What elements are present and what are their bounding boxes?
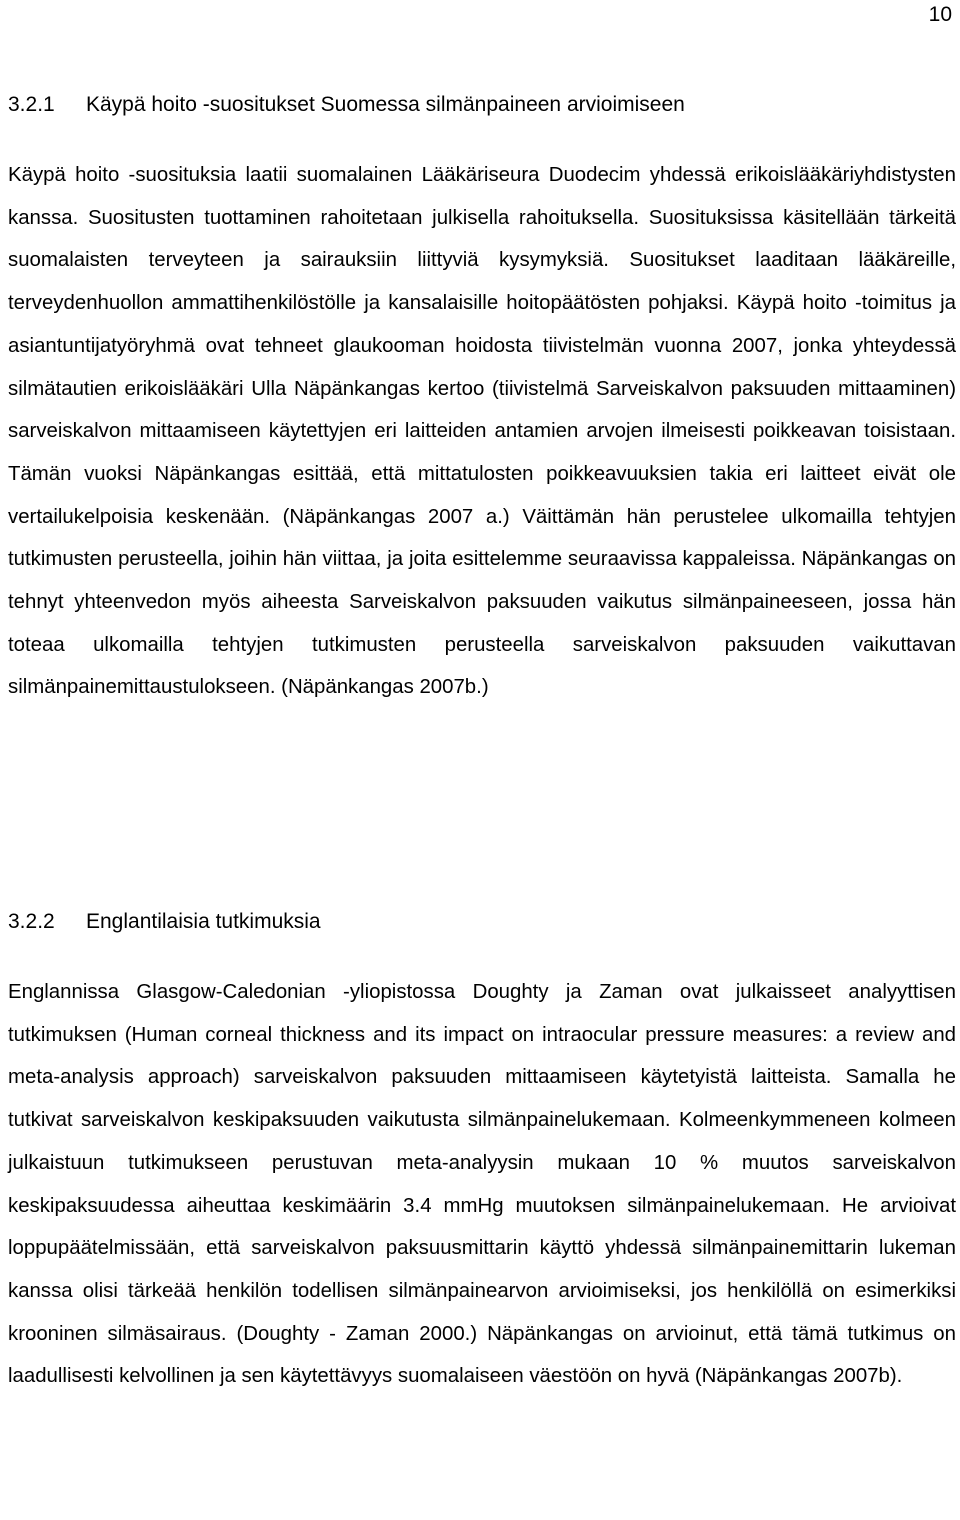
page-number: 10 (928, 3, 952, 26)
section-paragraph-3-2-1: Käypä hoito -suosituksia laatii suomalainen Lääkäriseura Duodecim yhdessä erikoislääkäriyhdistysten kanssa. Suositusten tuottaminen rahoitetaan julkisella rahoituksella. Suosituksissa käsitellään tärkeitä suomalaisten terveyteen ja sairauksiin liittyviä kysymyksiä. Suositukset laaditaan lääkäreille, terveydenhuollon ammattihenkilöstölle ja kansalaisille hoitopäätösten pohjaksi. Käypä hoito -toimitus ja asiantuntijatyöryhmä ovat tehneet glaukooman hoidosta tiivistelmän vuonna 2007, jonka yhteydessä silmätautien erikoislääkäri Ulla Näpänkangas kertoo (tiivistelmä Sarveiskalvon paksuuden mittaaminen) sarveiskalvon mittaamiseen käytettyjen eri laitteiden antamien arvojen ilmeisesti poikkeavan toisistaan. Tämän vuoksi Näpänkangas esittää, että mittatulosten poikkeavuuksien takia eri laitteet eivät ole vertailukelpoisia keskenään. (Näpänkangas 2007 a.) Väittämän hän perustelee ulkomailla tehtyjen tutkimusten perusteella, joihin hän viittaa, ja joita esittelemme seuraavissa kappaleissa. Näpänkangas on tehnyt yhteenvedon myös aiheesta Sarveiskalvon paksuuden vaikutus silmänpaineeseen, jossa hän toteaa ulkomailla tehtyjen tutkimusten perusteella sarveiskalvon paksuuden vaikuttavan silmänpainemittaustulokseen. (Näpänkangas 2007b.) (8, 164, 956, 699)
section-paragraph-3-2-2: Englannissa Glasgow-Caledonian -yliopistossa Doughty ja Zaman ovat julkaisseet analyyttisen tutkimuksen (Human corneal thickness and its impact on intraocular pressure measures: a review and meta-analysis approach) sarveiskalvon paksuuden mittaamiseen käytetyistä laitteista. Samalla he tutkivat sarveiskalvon keskipaksuuden vaikutusta silmänpainelukemaan. Kolmeenkymmeneen kolmeen julkaistuun tutkimukseen perustuvan meta-analyysin mukaan 10 % muutos sarveiskalvon keskipaksuudessa aiheuttaa keskimäärin 3.4 mmHg muutoksen silmänpainelukemaan. He arvioivat loppupäätelmissään, että sarveiskalvon paksuusmittarin käyttö yhdessä silmänpainemittarin lukeman kanssa olisi tärkeää henkilön todellisen silmänpainearvon arvioimiseksi, jos henkilöllä on esimerkiksi krooninen silmäsairaus. (Doughty - Zaman 2000.) Näpänkangas on arvioinut, että tämä tutkimus on laadullisesti kelvollinen ja sen käytettävyys suomalaiseen väestöön on hyvä (Näpänkangas 2007b). (8, 981, 956, 1388)
section-number: 3.2.2 (8, 910, 55, 933)
section-title: Englantilaisia tutkimuksia (86, 910, 321, 933)
section-number: 3.2.1 (8, 93, 55, 116)
section-heading-3-2-1 (8, 92, 685, 118)
section-title: Käypä hoito -suositukset Suomessa silmänpaineen arvioimiseen (86, 93, 685, 116)
section-heading-3-2-2 (8, 909, 321, 935)
